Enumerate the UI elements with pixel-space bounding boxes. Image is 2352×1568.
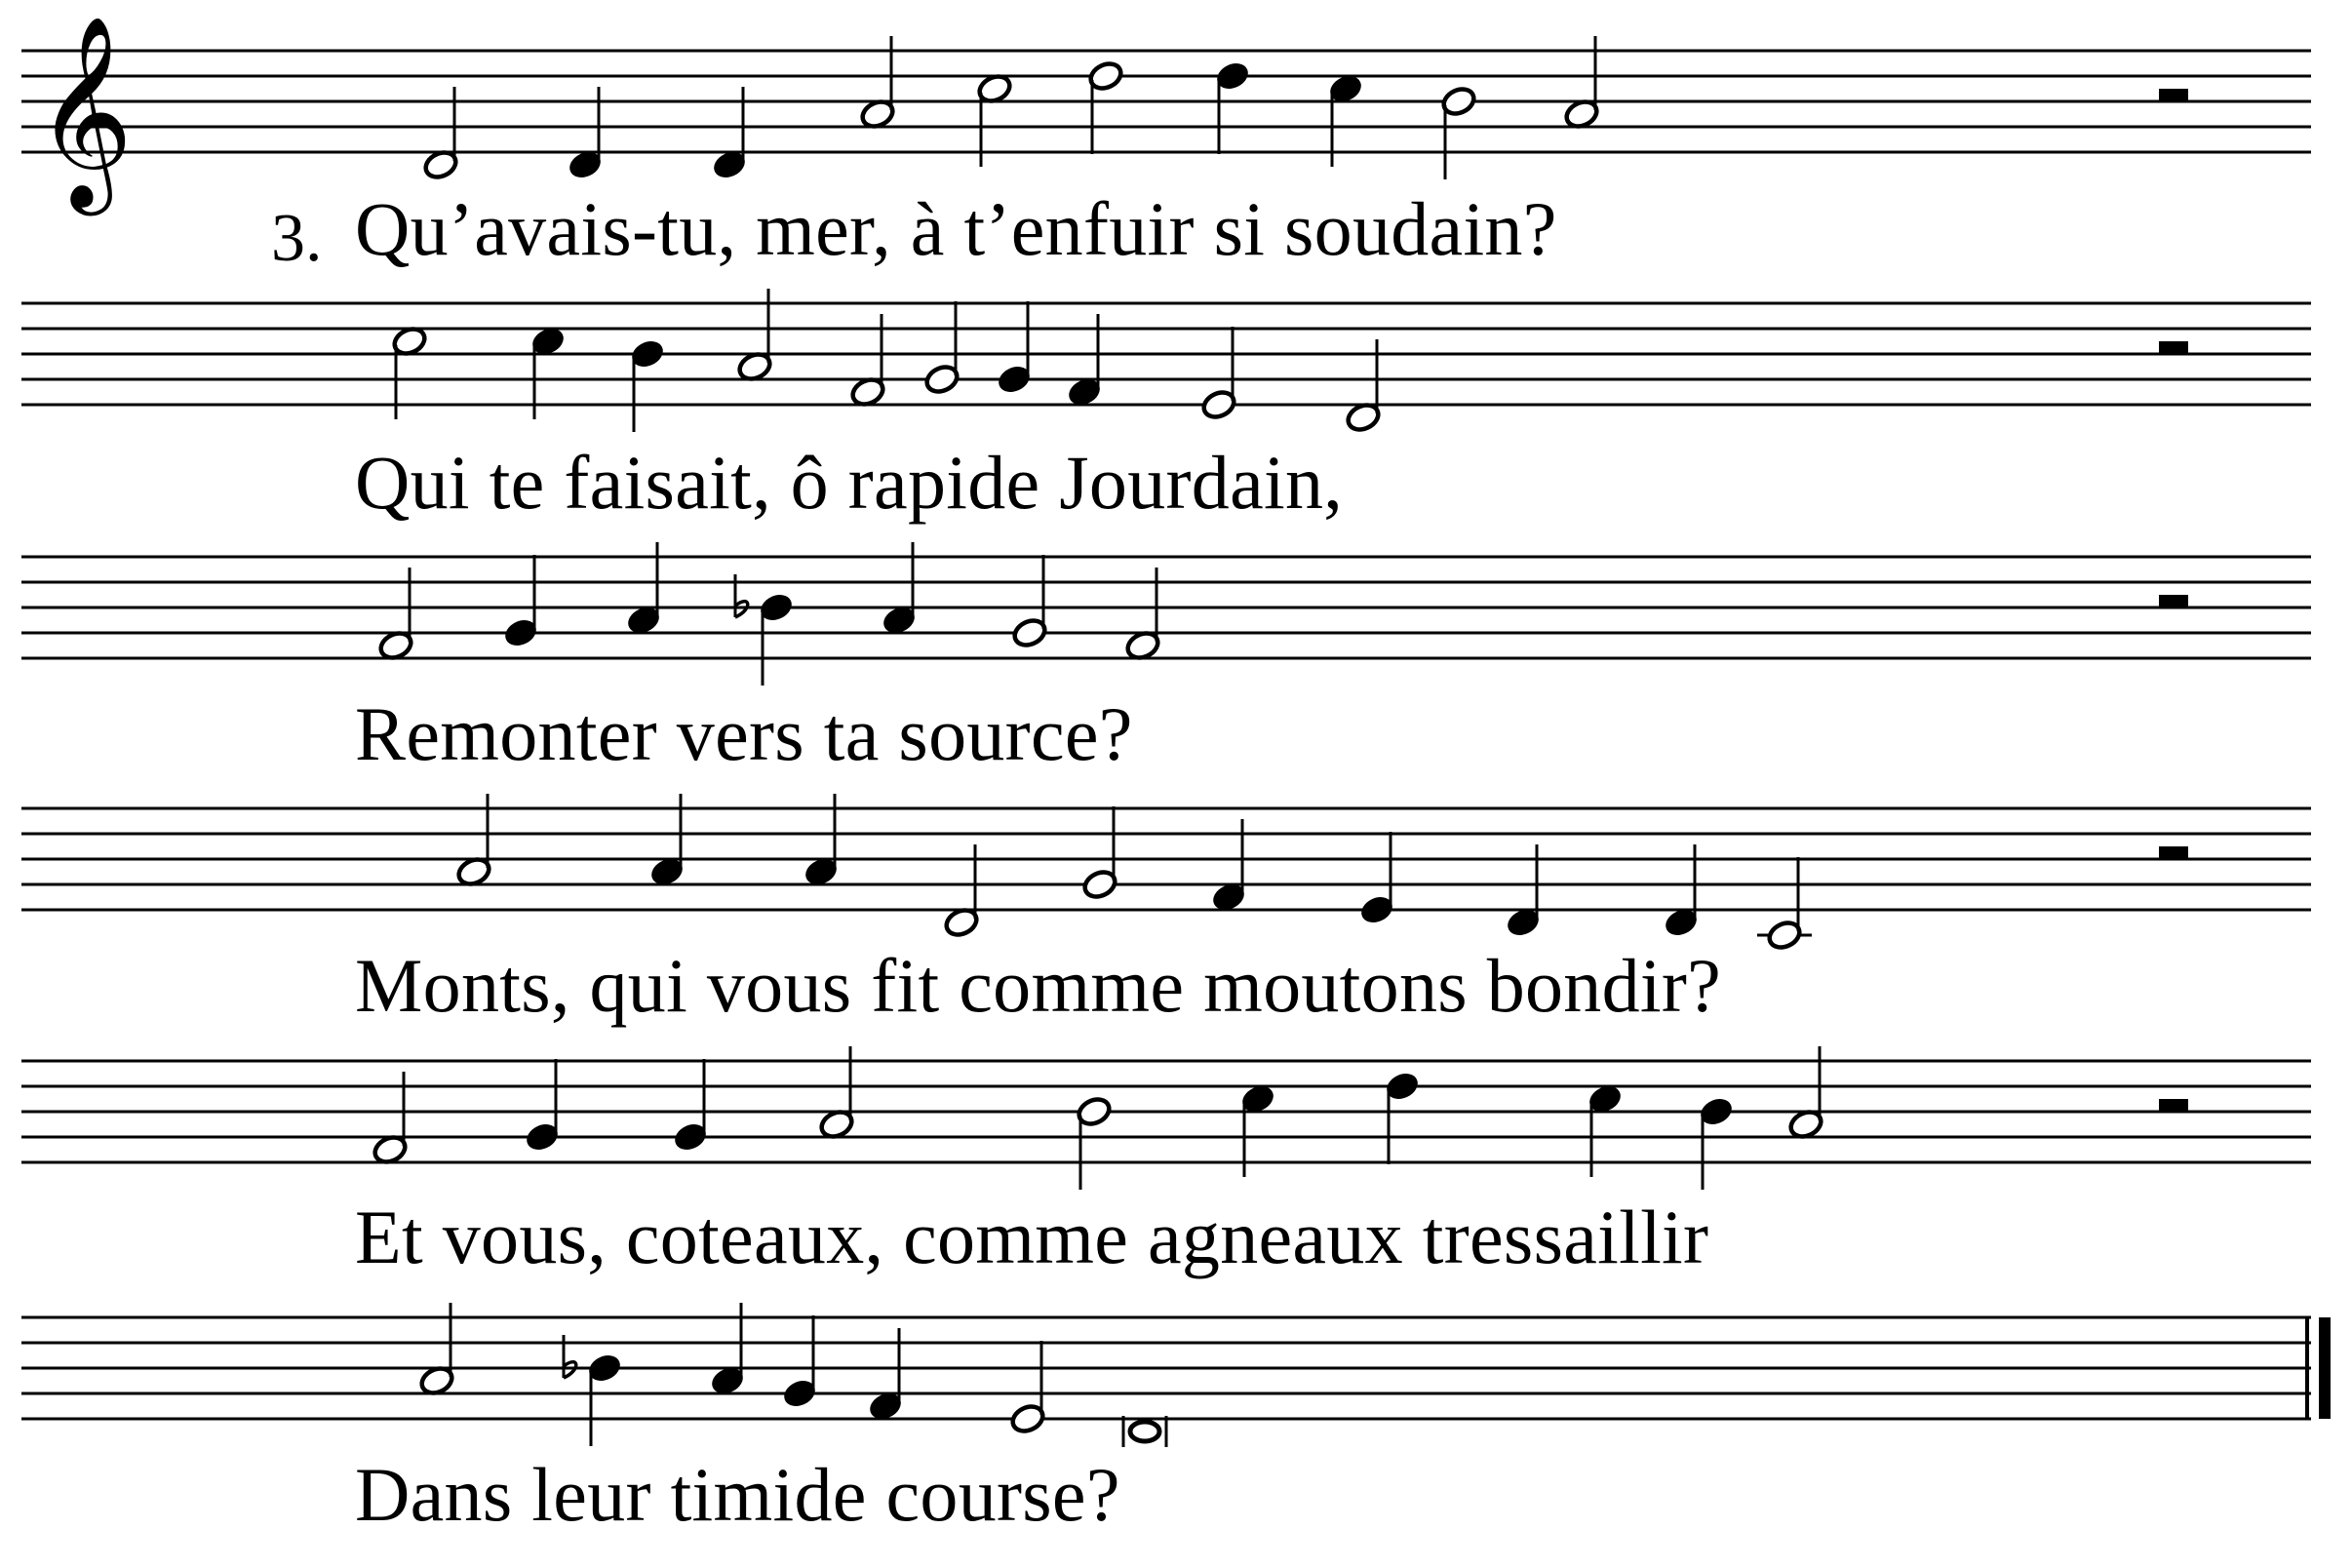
lyric-line-3: Remonter vers ta source? bbox=[355, 691, 1133, 776]
lyric-line-1: Qu’avais-tu, mer, à t’enfuir si soudain? bbox=[355, 186, 1557, 271]
verse-number: 3. bbox=[271, 201, 323, 276]
final-barline bbox=[2305, 1317, 2331, 1419]
note bbox=[524, 1059, 562, 1154]
lyric-line-2: Qui te faisait, ô rapide Jourdain, bbox=[355, 440, 1344, 525]
note bbox=[1009, 1341, 1047, 1435]
thick-barline bbox=[2319, 1317, 2331, 1419]
note bbox=[735, 574, 795, 686]
lyric-line-5: Et vous, coteaux, comme agneaux tressaillir bbox=[355, 1195, 1709, 1279]
note bbox=[996, 301, 1034, 396]
lyric-line-4: Monts, qui vous fit comme moutons bondir? bbox=[355, 943, 1722, 1028]
note bbox=[564, 1335, 623, 1446]
note bbox=[629, 337, 667, 432]
treble-clef-icon: 𝄞 bbox=[35, 15, 134, 208]
half-rest-icon bbox=[2159, 846, 2188, 859]
note bbox=[1087, 59, 1125, 154]
staff-3 bbox=[21, 557, 2311, 658]
note bbox=[1076, 1095, 1114, 1190]
staff-4 bbox=[21, 808, 2311, 910]
note bbox=[1440, 85, 1478, 179]
note bbox=[1011, 555, 1049, 649]
note bbox=[1757, 857, 1812, 952]
note bbox=[1123, 1416, 1166, 1447]
half-rest-icon bbox=[2159, 341, 2188, 354]
lyric-line-6: Dans leur timide course? bbox=[355, 1452, 1120, 1537]
note bbox=[1200, 327, 1238, 421]
note bbox=[1384, 1070, 1422, 1164]
half-rest-icon bbox=[2159, 1099, 2188, 1112]
note bbox=[781, 1315, 819, 1410]
note bbox=[1698, 1095, 1736, 1190]
note bbox=[502, 555, 540, 649]
breve-notehead bbox=[1130, 1422, 1159, 1441]
note bbox=[1081, 806, 1119, 901]
staff-5 bbox=[21, 1061, 2311, 1162]
note bbox=[923, 301, 961, 396]
half-rest-icon bbox=[2159, 595, 2188, 608]
note bbox=[672, 1059, 710, 1154]
staff-6 bbox=[21, 1317, 2331, 1419]
staff-2 bbox=[21, 303, 2311, 405]
half-rest-icon bbox=[2159, 89, 2188, 101]
thin-barline bbox=[2305, 1317, 2309, 1419]
note bbox=[1214, 59, 1252, 154]
note bbox=[1358, 832, 1396, 926]
